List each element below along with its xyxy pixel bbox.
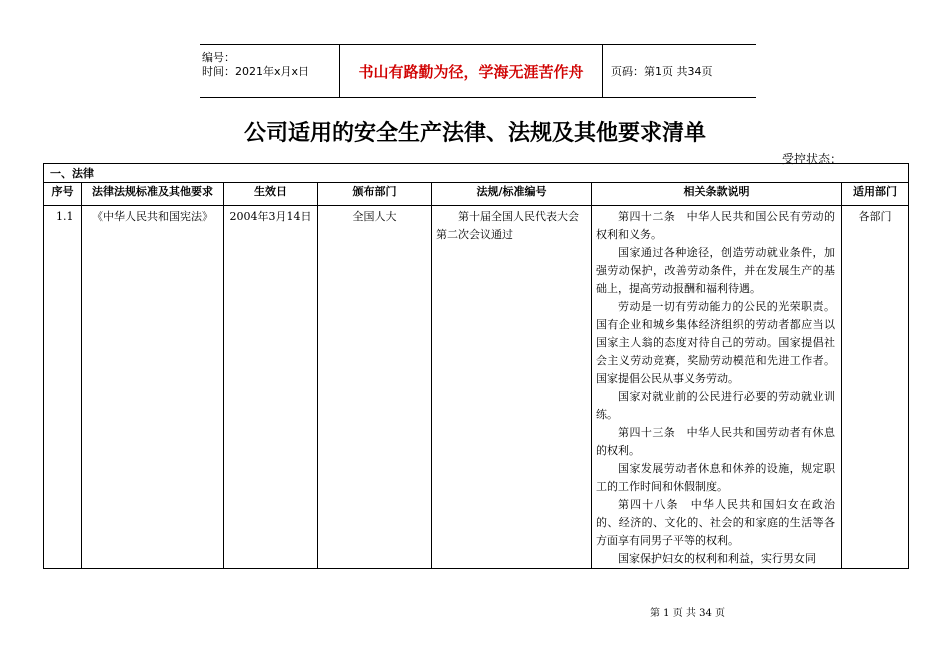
clause-paragraph: 第四十二条 中华人民共和国公民有劳动的权利和义务。: [596, 210, 835, 241]
clause-paragraph: 国家通过各种途径，创造劳动就业条件，加强劳动保护，改善劳动条件，并在发展生产的基础上，提高劳动报酬和福利待遇。: [596, 246, 835, 295]
page-title: 公司适用的安全生产法律、法规及其他要求清单: [243, 121, 706, 146]
header-meta: [200, 45, 340, 97]
motto: 书山有路勤为径，学海无涯苦作舟: [340, 45, 603, 97]
clause-paragraph: 国家对就业前的公民进行必要的劳动就业训练。: [596, 390, 835, 421]
document-header: [200, 44, 756, 98]
regulation-code: 第十届全国人民代表大会第二次会议通过: [432, 206, 592, 569]
column-header-row: [44, 183, 909, 206]
applicable-department: 各部门: [842, 206, 909, 569]
clause-paragraph: 国家发展劳动者休息和休养的设施，规定职工的工作时间和休假制度。: [596, 462, 835, 493]
column-header: 序号: [44, 183, 82, 206]
regulation-table: [43, 163, 909, 569]
law-name: 《中华人民共和国宪法》: [82, 206, 224, 569]
clause-description: [592, 206, 842, 569]
effective-date: 2004年3月14日: [224, 206, 318, 569]
control-status: 受控状态：: [782, 152, 843, 166]
clause-paragraph: 第四十三条 中华人民共和国劳动者有休息的权利。: [596, 426, 835, 457]
column-header: 颁布部门: [318, 183, 432, 206]
time-label: 时间：2021年x月x日: [202, 65, 310, 78]
row-number: 1.1: [44, 206, 82, 569]
issuing-department: 全国人大: [318, 206, 432, 569]
column-header: 适用部门: [842, 183, 909, 206]
section-heading: 一、法律: [44, 164, 909, 183]
number-label: 编号：: [202, 51, 235, 64]
page-code: 页码：第1页 共34页: [611, 65, 713, 78]
page-footer: 第 1 页 共 34 页: [650, 608, 725, 619]
column-header: 相关条款说明: [592, 183, 842, 206]
column-header: 法规/标准编号: [432, 183, 592, 206]
clause-paragraph: 第四十八条 中华人民共和国妇女在政治的、经济的、文化的、社会的和家庭的生活等各方面享有同男子平等的权利。: [596, 498, 835, 547]
column-header: 法律法规标准及其他要求: [82, 183, 224, 206]
column-header: 生效日: [224, 183, 318, 206]
table-row: [44, 206, 909, 569]
clause-paragraph: 国家保护妇女的权利和利益，实行男女同: [618, 552, 816, 565]
clause-paragraph: 劳动是一切有劳动能力的公民的光荣职责。国有企业和城乡集体经济组织的劳动者都应当以国家主人翁的态度对待自己的劳动。国家提倡社会主义劳动竞赛，奖励劳动模范和先进工作者。国家提倡公民从事义务劳动。: [596, 300, 835, 385]
